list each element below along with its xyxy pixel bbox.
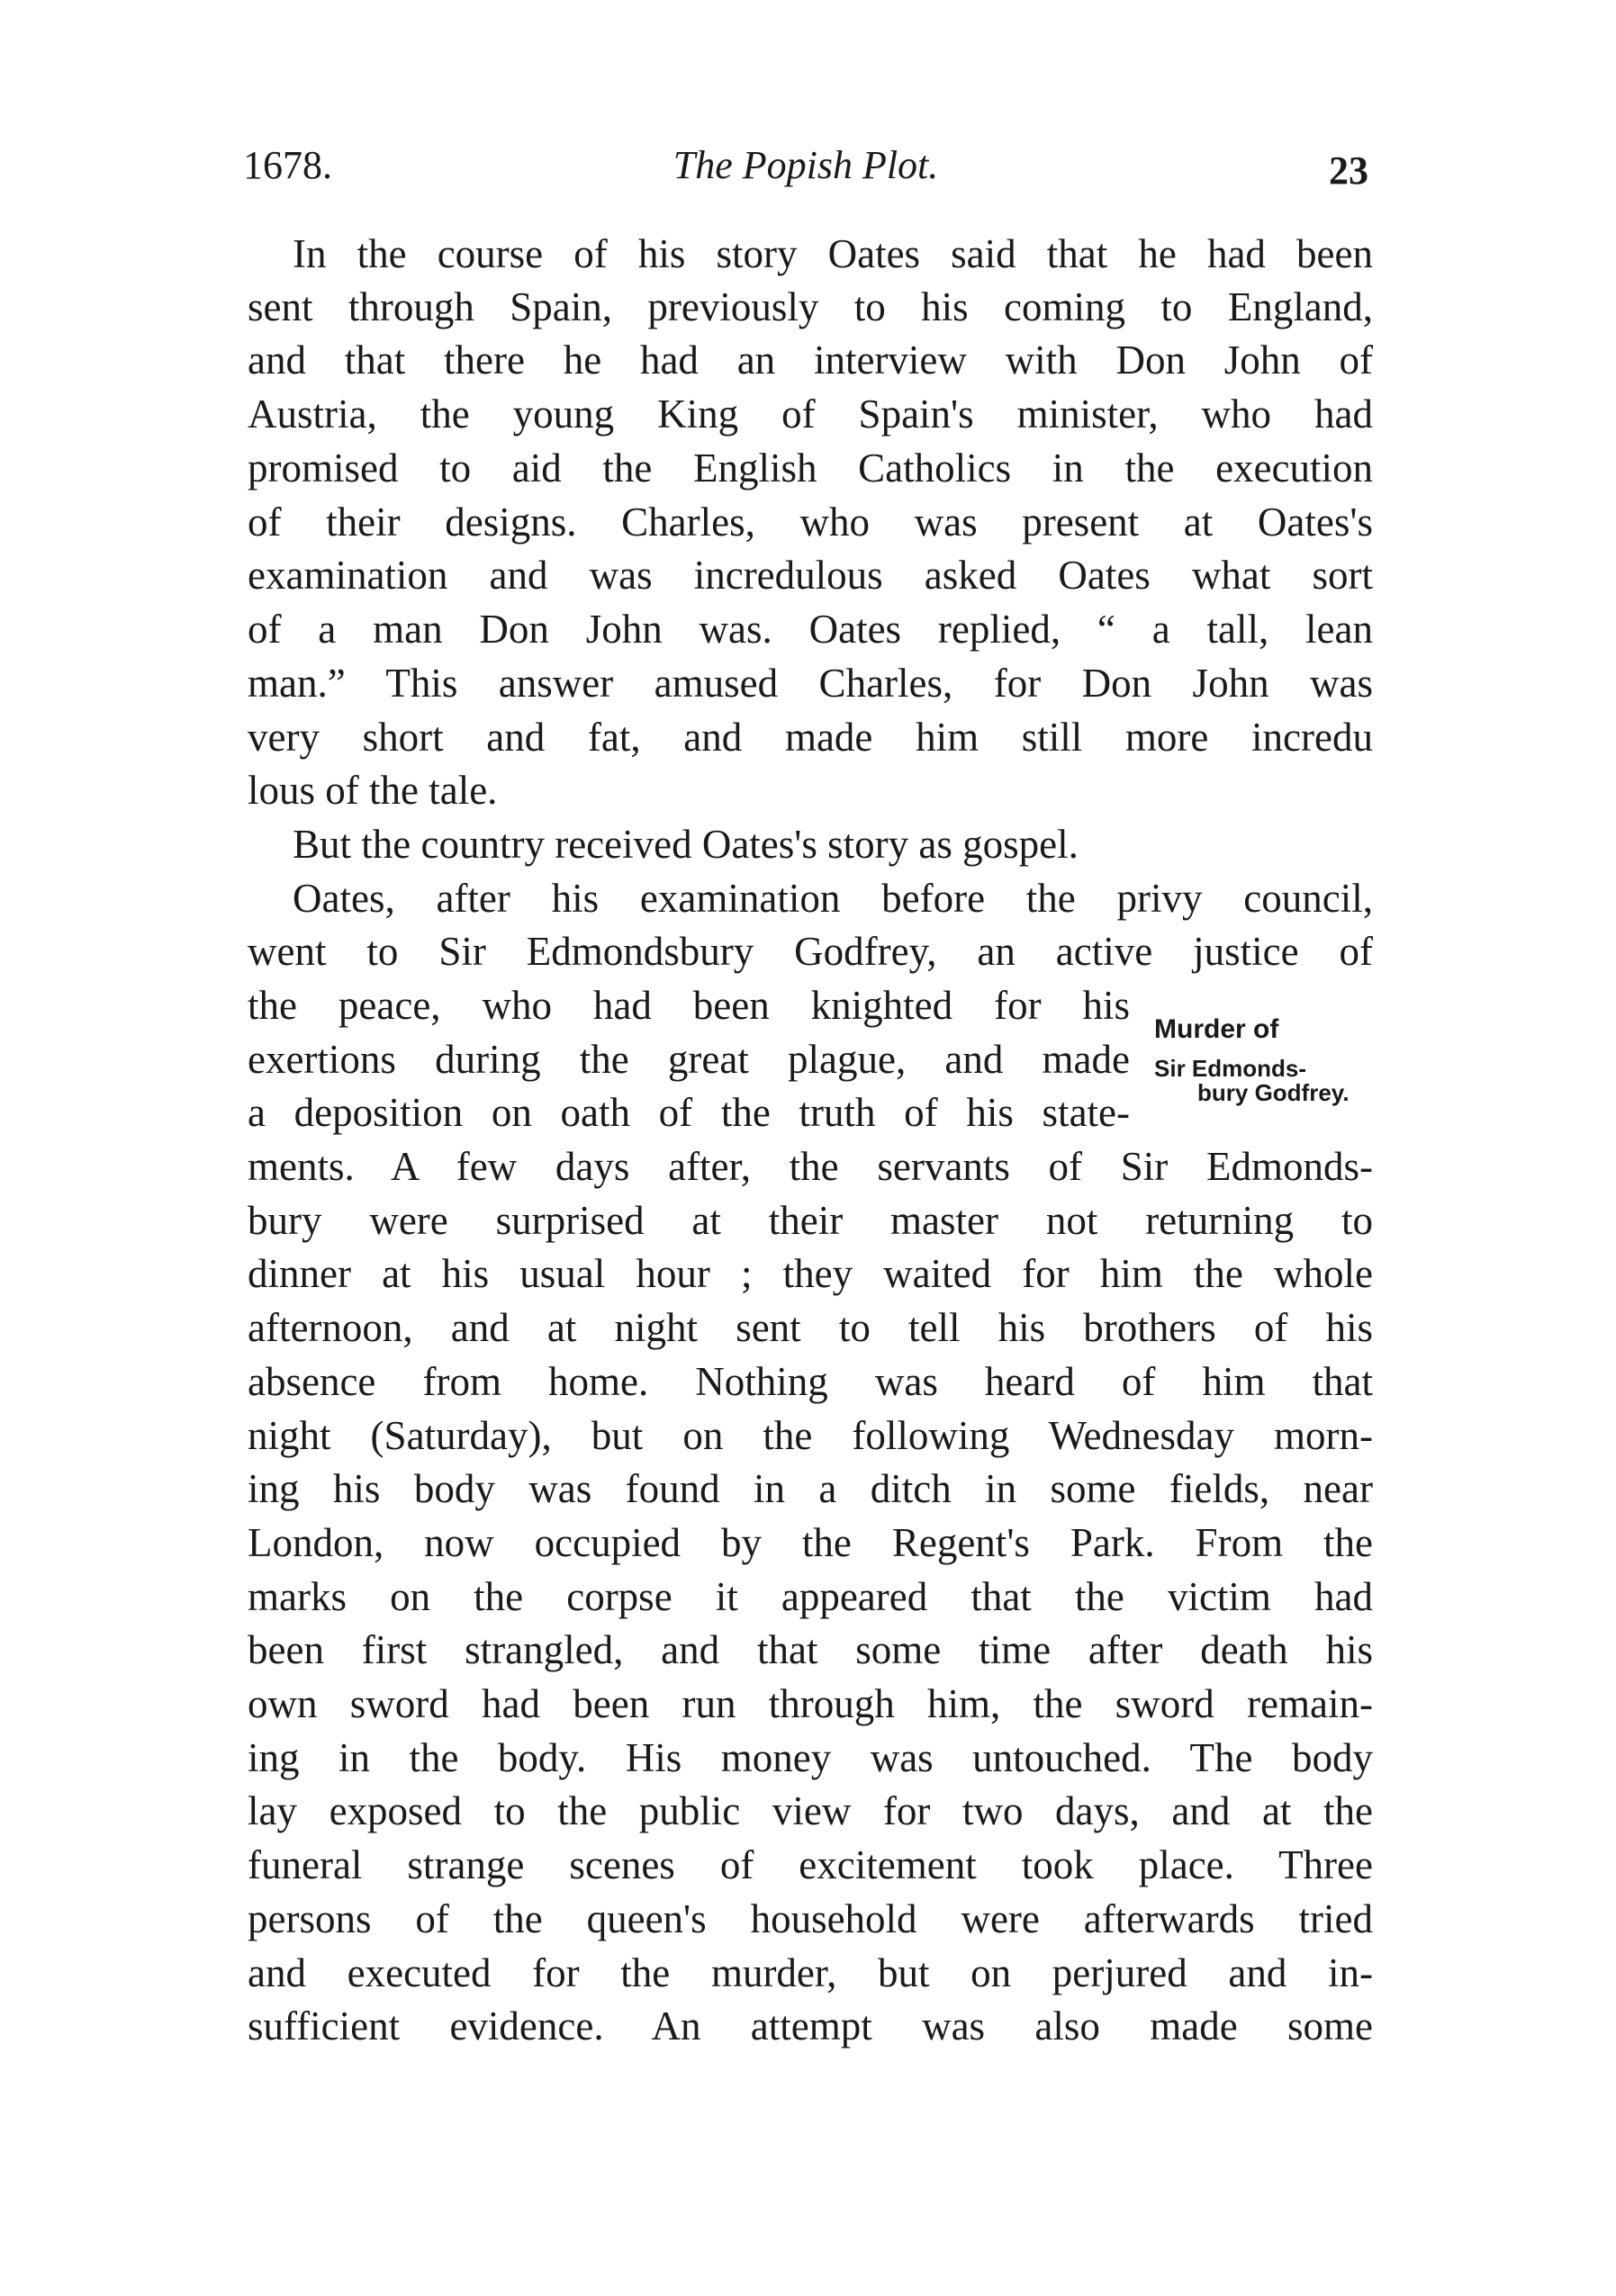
running-header (243, 142, 1368, 205)
text-line: Oates, after his examination before the privy council, (293, 876, 1373, 921)
text-line: Austria, the young King of Spain's minister, who had (248, 392, 1373, 437)
text-line: exertions during the great plague, and made (248, 1037, 1130, 1082)
text-line: examination and was incredulous asked Oates what sort (248, 553, 1373, 598)
page-number: 23 (1329, 149, 1368, 193)
text-line: night (Saturday), but on the following Wednesday morn- (248, 1413, 1373, 1458)
text-line: been first strangled, and that some time after death his (248, 1627, 1373, 1672)
text-line: absence from home. Nothing was heard of him that (248, 1359, 1373, 1404)
text-line: ing his body was found in a ditch in some fields, near (248, 1466, 1373, 1511)
text-line: own sword had been run through him, the sword remain- (248, 1681, 1373, 1726)
text-line: dinner at his usual hour ; they waited for him the whole (248, 1251, 1373, 1296)
text-line: and executed for the murder, but on perjured and in- (248, 1950, 1373, 1995)
text-line: the peace, who had been knighted for his (248, 983, 1130, 1028)
text-line: bury were surprised at their master not returning to (248, 1198, 1373, 1243)
text-line: But the country received Oates's story as gospel. (293, 822, 1079, 867)
text-line: In the course of his story Oates said that he had been (293, 231, 1373, 276)
text-line: sufficient evidence. An attempt was also made some (248, 2003, 1373, 2048)
text-line: London, now occupied by the Regent's Park. From the (248, 1520, 1373, 1565)
text-line: a deposition on oath of the truth of his state- (248, 1090, 1130, 1135)
text-line: lous of the tale. (248, 768, 498, 813)
text-line: sent through Spain, previously to his coming to England, (248, 284, 1373, 329)
text-line: of a man Don John was. Oates replied, “ a tall, lean (248, 607, 1373, 652)
marginal-note-line: bury Godfrey. (1197, 1078, 1350, 1106)
marginal-note-line: Murder of (1154, 1014, 1279, 1044)
marginal-note-line: Sir Edmonds- (1154, 1054, 1307, 1082)
text-line: marks on the corpse it appeared that the victim had (248, 1574, 1373, 1619)
text-line: ing in the body. His money was untouched. The body (248, 1735, 1373, 1780)
text-line: lay exposed to the public view for two days, and at the (248, 1788, 1373, 1833)
text-line: persons of the queen's household were afterwards tried (248, 1896, 1373, 1941)
text-line: funeral strange scenes of excitement took place. Three (248, 1842, 1373, 1887)
header-title: The Popish Plot. (673, 143, 939, 187)
text-line: man.” This answer amused Charles, for Don John was (248, 661, 1373, 706)
header-year: 1678. (243, 143, 332, 187)
text-line: of their designs. Charles, who was present at Oates's (248, 500, 1373, 545)
text-line: went to Sir Edmondsbury Godfrey, an active justice of (248, 929, 1373, 974)
text-line: very short and fat, and made him still more incredu (248, 715, 1373, 760)
marginal-note (1154, 1015, 1350, 1105)
text-line: and that there he had an interview with Don John of (248, 338, 1373, 383)
text-line: ments. A few days after, the servants of Sir Edmonds- (248, 1144, 1373, 1189)
text-line: afternoon, and at night sent to tell his brothers of his (248, 1305, 1373, 1350)
text-line: promised to aid the English Catholics in the execution (248, 446, 1373, 491)
